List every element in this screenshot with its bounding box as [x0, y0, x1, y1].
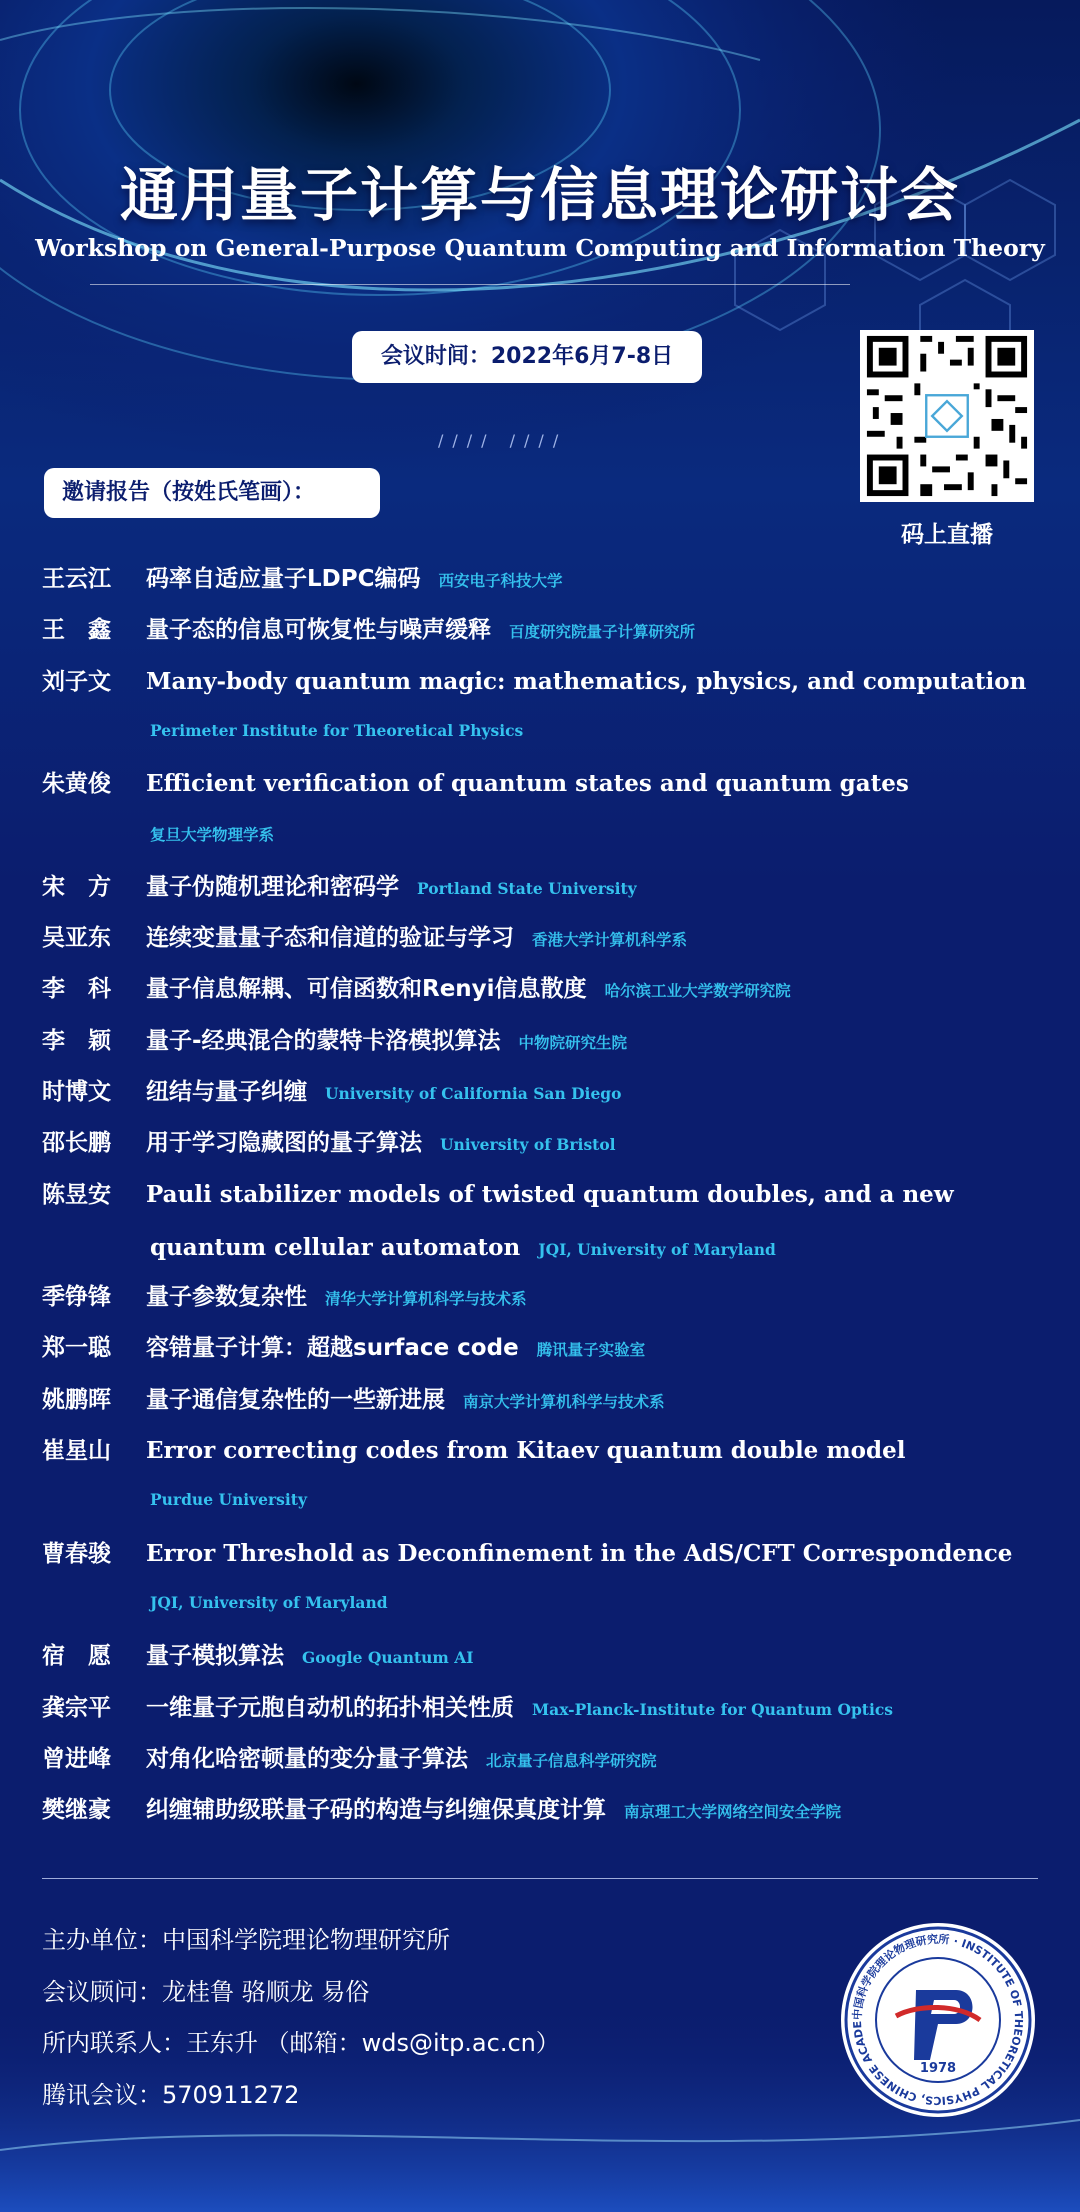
talk-title-continued: quantum cellular automaton [150, 1233, 521, 1261]
speaker-name: 刘子文 [42, 668, 111, 695]
talk-title: 容错量子计算：超越surface code [146, 1335, 519, 1362]
talk-item [42, 765, 1052, 868]
speaker-affiliation: 南京理工大学网络空间安全学院 [624, 1803, 842, 1822]
seal-ring-text: 中国科学院理论物理研究所 · INSTITUTE OF THEORETICAL PHYSICS, CHINESE ACADE [850, 1932, 1026, 2108]
talk-title: 连续变量量子态和信道的验证与学习 [146, 925, 514, 952]
talk-item [42, 1022, 1052, 1073]
speaker-affiliation: 腾讯量子实验室 [536, 1341, 646, 1360]
speaker-name: 邵长鹏 [42, 1130, 111, 1157]
talk-item [42, 1637, 1052, 1688]
speaker-affiliation: 哈尔滨工业大学数学研究院 [604, 982, 791, 1001]
talk-item [42, 560, 1052, 611]
speaker-name: 李 科 [42, 976, 111, 1003]
talk-item [42, 1381, 1052, 1432]
talk-item [42, 1073, 1052, 1124]
talk-item [42, 1278, 1052, 1329]
talk-title: Error correcting codes from Kitaev quantum double model [146, 1437, 906, 1465]
speaker-name: 樊继豪 [42, 1797, 111, 1824]
speaker-affiliation: Purdue University [150, 1490, 307, 1510]
qr-icon [860, 330, 1034, 502]
contact-line[interactable]: 所内联系人：王东升 （邮箱：wds@itp.ac.cn） [42, 2029, 560, 2057]
advisors-line: 会议顾问：龙桂鲁 骆顺龙 易俗 [42, 1977, 370, 2006]
speaker-affiliation: University of California San Diego [325, 1083, 622, 1103]
talk-title: 纽结与量子纠缠 [146, 1078, 307, 1105]
talk-title: 纠缠辅助级联量子码的构造与纠缠保真度计算 [146, 1797, 606, 1824]
date-badge: 会议时间：2022年6月7-8日 [352, 331, 702, 383]
talk-item [42, 663, 1052, 766]
workshop-title: 通用量子计算与信息理论研讨会 [119, 161, 960, 229]
speaker-name: 吴亚东 [42, 925, 111, 952]
speaker-affiliation: 香港大学计算机科学系 [532, 931, 688, 950]
speaker-affiliation: University of Bristol [440, 1135, 616, 1155]
tencent-meeting-line[interactable]: 腾讯会议：570911272 [42, 2080, 300, 2109]
talk-title: 码率自适应量子LDPC编码 [146, 566, 421, 592]
speaker-affiliation: Google Quantum AI [302, 1648, 474, 1668]
speaker-affiliation: 百度研究院量子计算研究所 [509, 623, 696, 642]
speaker-name: 曹春骏 [42, 1540, 111, 1567]
speaker-affiliation: Portland State University [417, 878, 637, 898]
talk-item [42, 1740, 1052, 1791]
speaker-name: 姚鹏晖 [42, 1386, 111, 1413]
speaker-affiliation: 北京量子信息科学研究院 [486, 1751, 657, 1770]
talk-item [42, 970, 1052, 1021]
talk-item [42, 868, 1052, 919]
speaker-name: 陈昱安 [42, 1181, 111, 1208]
qr-caption: 码上直播 [901, 522, 993, 548]
speaker-name: 宿 愿 [42, 1643, 111, 1670]
talk-title: 量子通信复杂性的一些新进展 [146, 1386, 445, 1413]
talk-item [42, 1535, 1052, 1638]
speaker-name: 宋 方 [42, 873, 111, 900]
talk-item [42, 1689, 1052, 1740]
talk-title: 量子态的信息可恢复性与噪声缓释 [146, 617, 491, 644]
talk-title: 对角化哈密顿量的变分量子算法 [146, 1745, 468, 1772]
institute-seal-icon [838, 1920, 1038, 2120]
speaker-name: 郑一聪 [42, 1335, 111, 1362]
talk-item [42, 1124, 1052, 1175]
invited-talks-heading: 邀请报告（按姓氏笔画）： [44, 468, 380, 518]
talk-title: Many-body quantum magic: mathematics, physics, and computation [146, 667, 1027, 695]
talk-item [42, 1791, 1052, 1842]
seal-year: 1978 [919, 2061, 957, 2076]
speaker-name: 王 鑫 [42, 617, 111, 644]
itp-logo [838, 1920, 1038, 2120]
talk-title: 量子模拟算法 [146, 1643, 284, 1670]
talk-title: Efficient verification of quantum states and quantum gates [146, 770, 909, 798]
talk-title: 一维量子元胞自动机的拓扑相关性质 [146, 1694, 514, 1721]
talk-item [42, 1329, 1052, 1380]
talk-list [42, 560, 1052, 1842]
speaker-affiliation: 西安电子科技大学 [438, 572, 563, 590]
speaker-affiliation: 中物院研究生院 [518, 1033, 628, 1052]
speaker-name: 时博文 [42, 1078, 111, 1105]
talk-title: 量子-经典混合的蒙特卡洛模拟算法 [146, 1027, 501, 1054]
speaker-affiliation: Max-Planck-Institute for Quantum Optics [532, 1699, 894, 1719]
workshop-subtitle: Workshop on General-Purpose Quantum Computing and Information Theory [35, 234, 1045, 262]
speaker-affiliation: 清华大学计算机科学与技术系 [325, 1290, 527, 1309]
speaker-name: 龚宗平 [42, 1694, 111, 1721]
speaker-affiliation: JQI, University of Maryland [538, 1239, 776, 1259]
speaker-name: 王云江 [42, 566, 111, 592]
speaker-affiliation: 复旦大学物理学系 [150, 826, 275, 845]
talk-title: 量子参数复杂性 [146, 1284, 307, 1311]
talk-title: Error Threshold as Deconfinement in the AdS/CFT Correspondence [146, 1539, 1013, 1567]
talk-title: 用于学习隐藏图的量子算法 [146, 1130, 422, 1157]
speaker-name: 李 颖 [42, 1027, 111, 1054]
speaker-affiliation: JQI, University of Maryland [150, 1592, 388, 1612]
talk-item [42, 1432, 1052, 1535]
talk-item [42, 1176, 1052, 1279]
talk-title: Pauli stabilizer models of twisted quantum doubles, and a new [146, 1180, 954, 1208]
talk-title: 量子伪随机理论和密码学 [146, 873, 399, 900]
slash-decoration: //// //// [438, 431, 568, 450]
footer-info [42, 1922, 822, 2128]
speaker-affiliation: Perimeter Institute for Theoretical Physics [150, 720, 524, 740]
speaker-name: 崔星山 [42, 1438, 111, 1465]
title-divider [90, 284, 850, 285]
talk-item [42, 919, 1052, 970]
speaker-affiliation: 南京大学计算机科学与技术系 [463, 1392, 665, 1411]
live-stream-qr-code[interactable] [860, 330, 1034, 502]
organizer-line: 主办单位：中国科学院理论物理研究所 [42, 1926, 450, 1954]
speaker-name: 曾进峰 [42, 1745, 111, 1772]
talk-item [42, 611, 1052, 662]
talk-title: 量子信息解耦、可信函数和Renyi信息散度 [146, 976, 587, 1003]
speaker-name: 季铮锋 [42, 1284, 111, 1311]
footer-divider [42, 1878, 1038, 1879]
speaker-name: 朱黄俊 [42, 771, 111, 798]
